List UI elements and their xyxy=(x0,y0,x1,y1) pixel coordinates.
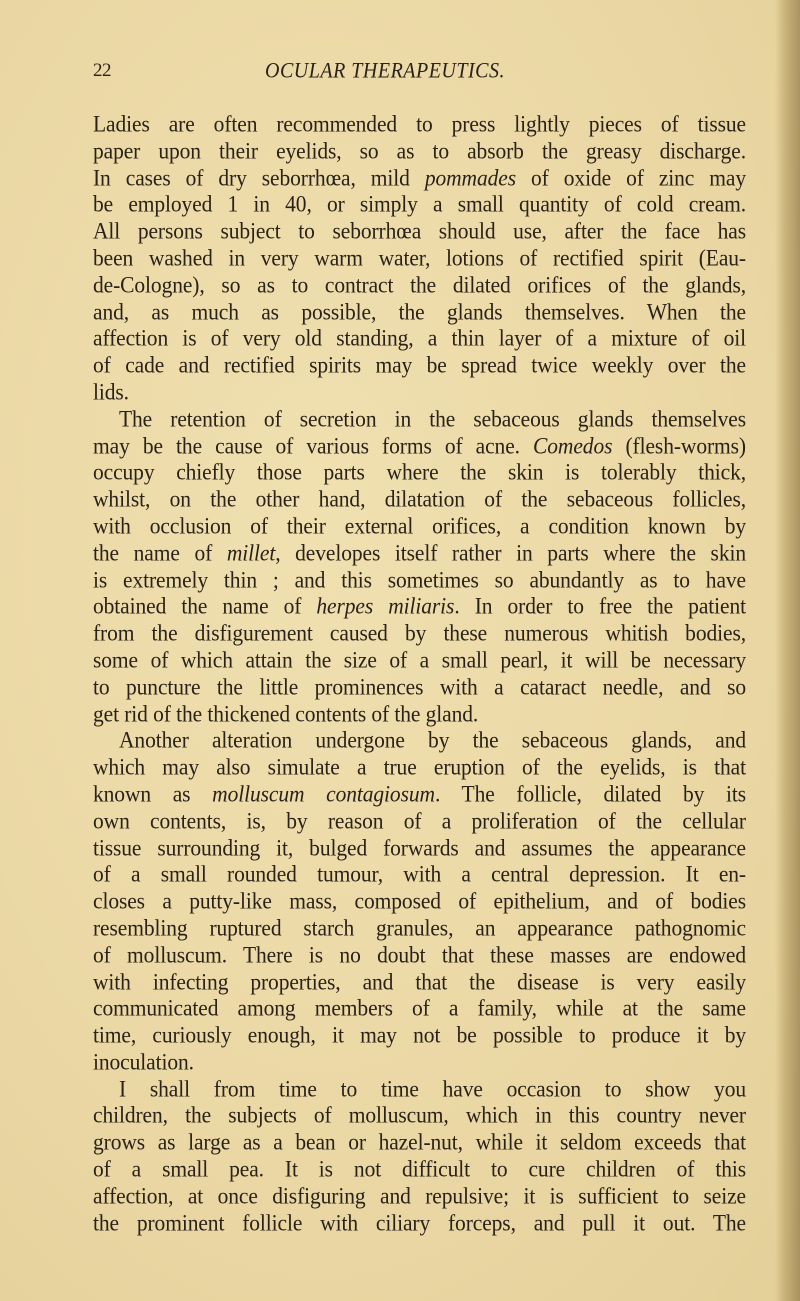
text-line: the name of millet, developes itself rather in parts where the skin xyxy=(93,539,746,566)
text-line: own contents, is, by reason of a proliferation of the cellular xyxy=(93,807,746,834)
text-line: with occlusion of their external orifices, a condition known by xyxy=(93,512,746,539)
text-line: Another alteration undergone by the sebaceous glands, and xyxy=(119,727,746,754)
running-title: OCULAR THERAPEUTICS. xyxy=(265,58,505,84)
text-line: with infecting properties, and that the disease is very easily xyxy=(93,968,746,995)
text-line: Ladies are often recommended to press lightly pieces of tissue xyxy=(93,111,746,137)
text-line: whilst, on the other hand, dilatation of the sebaceous follicles, xyxy=(93,486,746,513)
text-line: been washed in very warm water, lotions of rectified spirit (Eau- xyxy=(93,244,746,271)
text-line: the prominent follicle with ciliary forceps, and pull it out. The xyxy=(93,1209,746,1236)
text-line: of cade and rectified spirits may be spread twice weekly over the xyxy=(93,352,746,379)
page-number: 22 xyxy=(93,60,111,81)
italic-term: pommades xyxy=(424,164,516,191)
text-line: grows as large as a bean or hazel-nut, while it seldom exceeds that xyxy=(93,1129,746,1156)
italic-term: Comedos xyxy=(533,432,613,459)
text-line: children, the subjects of molluscum, which in this country never xyxy=(93,1102,746,1129)
text-line: some of which attain the size of a small pearl, it will be necessary xyxy=(93,646,746,673)
text-line: obtained the name of herpes miliaris. In order to free the patient xyxy=(93,593,746,620)
text-line: All persons subject to seborrhœa should use, after the face has xyxy=(93,218,746,245)
text-line: de-Cologne), so as to contract the dilated orifices of the glands, xyxy=(93,271,746,298)
text-line: lids. xyxy=(93,378,129,405)
text-line: I shall from time to time have occasion to show you xyxy=(119,1075,746,1102)
paragraph xyxy=(93,727,746,1075)
text-line: get rid of the thickened contents of the gland. xyxy=(93,700,479,727)
running-head xyxy=(93,60,745,82)
paragraph xyxy=(93,406,746,728)
text-line: closes a putty-like mass, composed of epithelium, and of bodies xyxy=(93,888,746,915)
text-line: is extremely thin ; and this sometimes so abundantly as to have xyxy=(93,566,746,593)
text-line: be employed 1 in 40, or simply a small quantity of cold cream. xyxy=(93,191,746,218)
text-line: from the disfigurement caused by these numerous whitish bodies, xyxy=(93,620,746,647)
text-line: to puncture the little prominences with a cataract needle, and so xyxy=(93,673,746,700)
text-line: may be the cause of various forms of acne. Comedos (flesh-worms) xyxy=(93,432,746,459)
text-line: which may also simulate a true eruption of the eyelids, is that xyxy=(93,754,746,781)
text-line: affection, at once disfiguring and repulsive; it is sufficient to seize xyxy=(93,1182,746,1209)
text-line: affection is of very old standing, a thin layer of a mixture of oil xyxy=(93,325,746,352)
body-text xyxy=(93,111,746,1236)
italic-term: herpes miliaris xyxy=(316,593,455,620)
text-line: tissue surrounding it, bulged forwards and assumes the appearance xyxy=(93,834,746,861)
text-line: communicated among members of a family, while at the same xyxy=(93,995,746,1022)
text-line: occupy chiefly those parts where the skin is tolerably thick, xyxy=(93,459,746,486)
paragraph xyxy=(93,111,746,406)
text-line: and, as much as possible, the glands themselves. When the xyxy=(93,298,746,325)
text-line: paper upon their eyelids, so as to absorb the greasy discharge. xyxy=(93,137,746,164)
italic-term: millet xyxy=(226,539,276,566)
text-line: resembling ruptured starch granules, an appearance pathognomic xyxy=(93,914,746,941)
text-line: of molluscum. There is no doubt that these masses are endowed xyxy=(93,941,746,968)
paragraph xyxy=(93,1076,746,1237)
italic-term: molluscum contagiosum xyxy=(212,780,435,807)
text-line: inoculation. xyxy=(93,1048,194,1075)
text-line: of a small pea. It is not difficult to cure children of this xyxy=(93,1156,746,1183)
text-line: known as molluscum contagiosum. The follicle, dilated by its xyxy=(93,780,746,807)
text-line: In cases of dry seborrhœa, mild pommades of oxide of zinc may xyxy=(93,164,746,191)
text-line: The retention of secretion in the sebaceous glands themselves xyxy=(119,405,746,432)
text-line: time, curiously enough, it may not be possible to produce it by xyxy=(93,1022,746,1049)
text-line: of a small rounded tumour, with a central depression. It en- xyxy=(93,861,746,888)
